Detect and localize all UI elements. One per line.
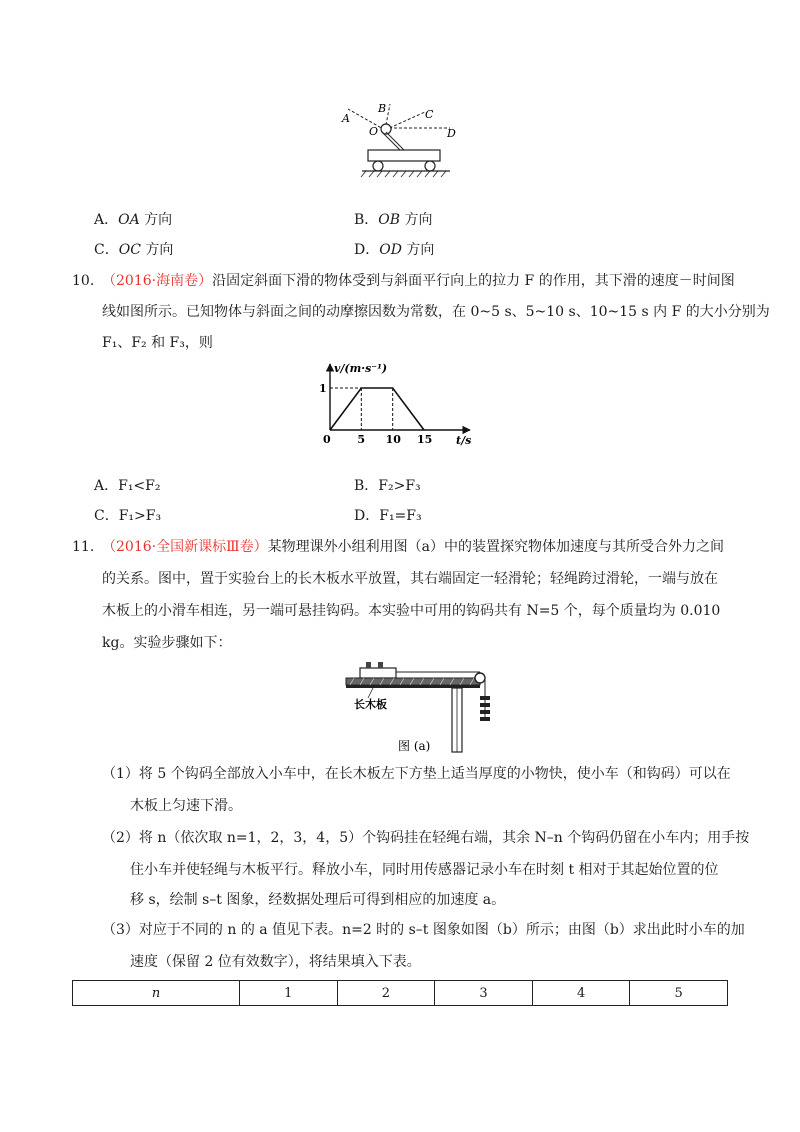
q9-option-b: B．OB 方向 xyxy=(354,212,433,228)
vt-chart xyxy=(310,358,490,448)
data-table xyxy=(72,980,728,1006)
wheel-icon xyxy=(373,161,383,171)
label-d: D xyxy=(447,127,456,140)
q9-option-c: C．OC 方向 xyxy=(94,242,174,258)
board-label: 长木板 xyxy=(354,698,387,711)
q11-line4: kg。实验步骤如下： xyxy=(102,635,232,651)
q10-line2: 线如图所示。已知物体与斜面之间的动摩擦因数为常数，在 0~5 s、5~10 s、10~15 s 内 F 的大小分别为 xyxy=(102,304,770,320)
wheel-icon xyxy=(425,161,435,171)
q10-number: 10. xyxy=(72,273,95,289)
apparatus-figure xyxy=(340,656,500,756)
label-c: C xyxy=(425,108,434,121)
label-o: O xyxy=(369,125,379,138)
vt-series-line xyxy=(330,388,424,430)
pulley-icon xyxy=(475,673,485,683)
q10-option-a: A．F₁<F₂ xyxy=(94,478,161,494)
q9-option-a: A．OA 方向 xyxy=(94,212,173,228)
table-header-cell: 3 xyxy=(435,981,533,1006)
table-header-cell: 4 xyxy=(532,981,630,1006)
weight-icon xyxy=(480,710,490,714)
label-b: B xyxy=(378,102,387,115)
q11-source: （2016·全国新课标Ⅲ卷） xyxy=(102,539,268,555)
vt-y-tick-label: 1 xyxy=(319,382,327,395)
step-2-line2: 住小车并使轻绳与木板平行。释放小车，同时用传感器记录小车在时刻 t 相对于其起始位置的位 xyxy=(130,862,719,878)
q10-option-c: C．F₁>F₃ xyxy=(94,508,162,524)
q10-source: （2016·海南卷） xyxy=(102,273,213,289)
step-1-line1: （1）将 5 个钩码全部放入小车中，在长木板左下方垫上适当厚度的小物快，使小车（和钩码）可以在 xyxy=(102,766,731,782)
q10-line3: F₁、F₂ 和 F₃，则 xyxy=(102,335,213,351)
q9-option-d: D．OD 方向 xyxy=(354,242,435,258)
label-a: A xyxy=(342,112,350,125)
table-header-cell: 2 xyxy=(337,981,435,1006)
step-1-line2: 木板上匀速下滑。 xyxy=(130,798,242,814)
step-3-line1: （3）对应于不同的 n 的 a 值见下表。n=2 时的 s–t 图象如图（b）所示；由图（b）求出此时小车的加 xyxy=(102,922,745,938)
figure-caption: 图 (a) xyxy=(398,739,431,753)
q10-line1: （2016·海南卷）沿固定斜面下滑的物体受到与斜面平行向上的拉力 F 的作用，其下滑的速度－时间图 xyxy=(102,273,735,289)
table-header-n: n xyxy=(73,981,240,1006)
q11-number: 11. xyxy=(72,539,95,555)
table-header-cell: 1 xyxy=(240,981,338,1006)
q10-option-b: B．F₂>F₃ xyxy=(354,478,421,494)
vt-x-tick-label: 15 xyxy=(417,433,433,446)
q11-line3: 木板上的小滑车相连，另一端可悬挂钩码。本实验中可用的钩码共有 N=5 个，每个质量均为 0.010 xyxy=(102,603,721,619)
long-board xyxy=(346,678,480,685)
cart-body xyxy=(368,150,440,161)
q11-line2: 的关系。图中，置于实验台上的长木板水平放置，其右端固定一轻滑轮；轻绳跨过滑轮，一端与放在 xyxy=(102,571,718,587)
cart-icon xyxy=(360,668,396,678)
vt-xlabel: t/s xyxy=(456,434,472,447)
table-header-cell: 5 xyxy=(630,981,728,1006)
vt-x-tick-label: 0 xyxy=(323,433,331,446)
step-3-line2: 速度（保留 2 位有效数字），将结果填入下表。 xyxy=(130,954,421,970)
table-row xyxy=(73,981,728,1006)
step-2-line1: （2）将 n（依次取 n=1，2，3，4，5）个钩码挂在轻绳右端，其余 N–n 个钩码仍留在小车内；用手按 xyxy=(102,830,750,846)
weight-icon xyxy=(480,703,490,707)
step-2-line3: 移 s，绘制 s–t 图象，经数据处理后可得到相应的加速度 a。 xyxy=(130,892,506,908)
cart-figure xyxy=(340,100,470,180)
q11-line1: （2016·全国新课标Ⅲ卷）某物理课外小组利用图（a）中的装置探究物体加速度与其所受合外力之间 xyxy=(102,539,724,555)
q10-option-d: D．F₁=F₃ xyxy=(354,508,422,524)
vt-x-tick-label: 10 xyxy=(385,433,401,446)
weight-icon xyxy=(480,696,490,700)
vt-x-tick-label: 5 xyxy=(357,433,365,446)
weight-icon xyxy=(480,717,490,721)
vt-ylabel: v/(m·s⁻¹) xyxy=(334,362,388,375)
